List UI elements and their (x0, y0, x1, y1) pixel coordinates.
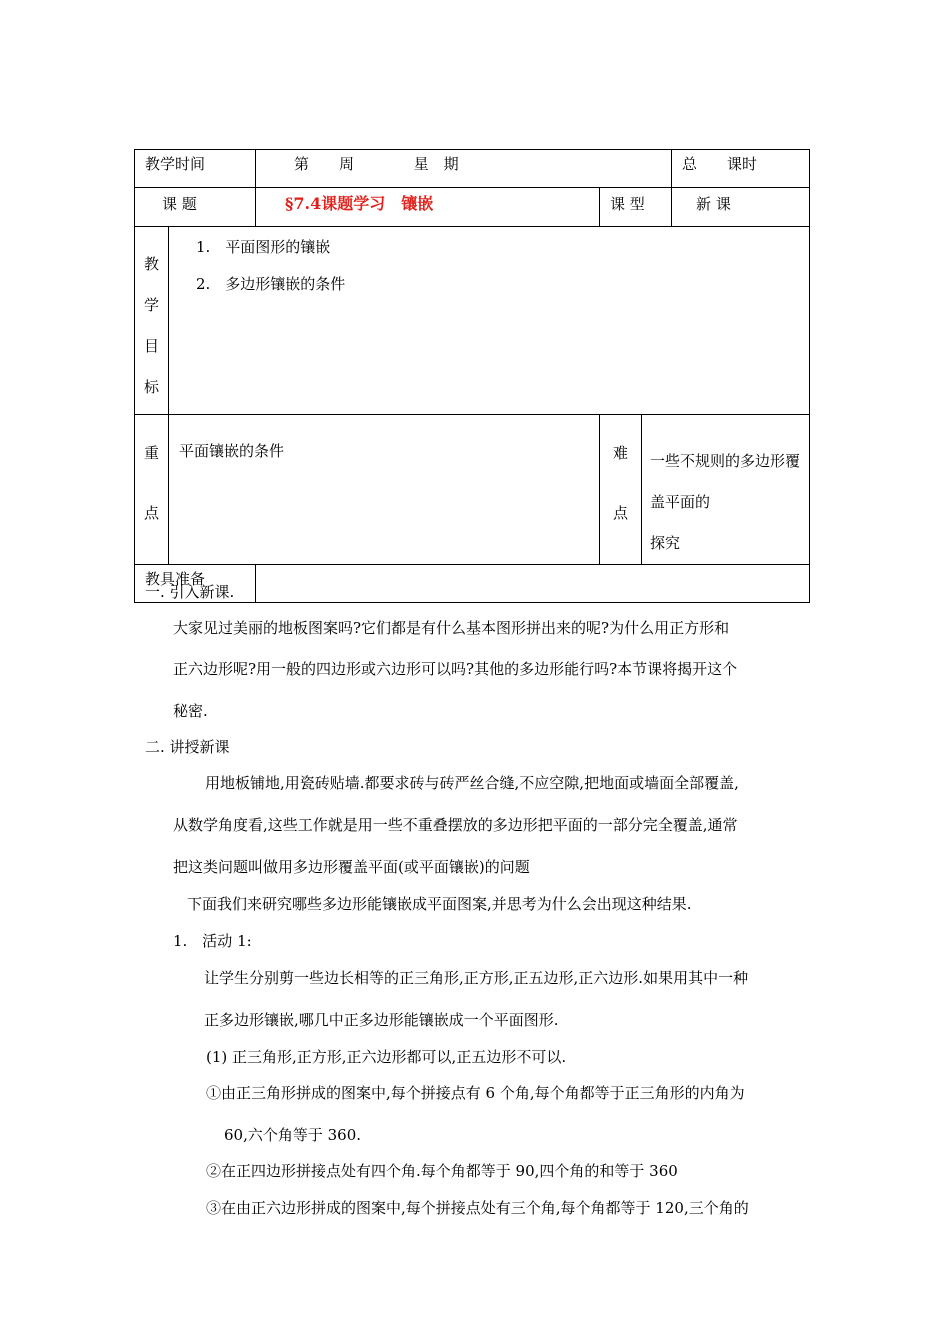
topic-value-cell (256, 188, 600, 227)
answer-line: (1) 正三角形,正方形,正六边形都可以,正五边形不可以. (206, 1048, 567, 1066)
type-value: 新 课 (696, 195, 731, 213)
difficult-value-cell (642, 415, 810, 565)
key-value-cell (169, 415, 600, 565)
key-label-char-2: 点 (143, 504, 159, 522)
goal-item: 1. 平面图形的镶嵌 (196, 238, 331, 256)
answer-line: ③在由正六边形拼成的图案中,每个拼接点处有三个角,每个角都等于 120,三个角的 (206, 1199, 749, 1217)
paragraph-line: 让学生分别剪一些边长相等的正三角形,正方形,正五边形,正六边形.如果用其中一种 (204, 969, 749, 987)
difficult-label-char-1: 难 (613, 444, 629, 462)
paragraph-line: 用地板铺地,用瓷砖贴墙.都要求砖与砖严丝合缝,不应空隙,把地面或墙面全部覆盖, (205, 774, 739, 792)
paragraph-line: 正多边形镶嵌,哪几中正多边形能镶嵌成一个平面图形. (204, 1011, 559, 1029)
goals-label-char-1: 教 (143, 255, 159, 273)
topic-label: 课 题 (162, 195, 197, 213)
goals-label-char-4: 标 (143, 378, 159, 396)
paragraph-line: 大家见过美丽的地板图案吗?它们都是有什么基本图形拼出来的呢?为什么用正方形和 (173, 619, 730, 637)
paragraph-line: 把这类问题叫做用多边形覆盖平面(或平面镶嵌)的问题 (173, 858, 530, 876)
goals-label-cell (135, 227, 169, 415)
answer-line: ①由正三角形拼成的图案中,每个拼接点有 6 个角,每个角都等于正三角形的内角为 (206, 1084, 745, 1102)
type-value-cell (672, 188, 810, 227)
difficult-value-line: 探究 (650, 534, 681, 552)
total-cell (672, 150, 810, 188)
section-heading-teach: 二. 讲授新课 (145, 738, 230, 756)
goals-label-char-2: 学 (143, 296, 159, 314)
paragraph-line: 秘密. (173, 702, 208, 720)
difficult-value-line: 一些不规则的多边形覆盖平面的 (650, 452, 801, 511)
key-label-cell (135, 415, 169, 565)
tools-value-cell (256, 565, 810, 603)
type-label-cell (600, 188, 672, 227)
answer-line: 60,六个角等于 360. (224, 1126, 362, 1144)
type-label: 课 型 (610, 195, 645, 213)
paragraph-line: 正六边形呢?用一般的四边形或六边形可以吗?其他的多边形能行吗?本节课将揭开这个 (173, 660, 738, 678)
goals-cell (169, 227, 810, 415)
topic-value: §7.4课题学习 镶嵌 (285, 194, 434, 213)
difficult-label-cell (600, 415, 642, 565)
week-cell (256, 150, 672, 188)
lesson-info-table (134, 149, 810, 603)
weekday-label: 星 期 (413, 155, 459, 173)
answer-line: ②在正四边形拼接点处有四个角.每个角都等于 90,四个角的和等于 360 (206, 1162, 678, 1180)
difficult-label-char-2: 点 (613, 504, 629, 522)
key-label-char-1: 重 (143, 444, 159, 462)
section-heading-intro: 一. 引入新课. (145, 583, 235, 601)
total-label: 总 课时 (682, 155, 758, 173)
time-label: 教学时间 (145, 155, 206, 173)
activity-heading: 1. 活动 1: (173, 932, 252, 950)
goal-item: 2. 多边形镶嵌的条件 (196, 275, 346, 293)
key-value: 平面镶嵌的条件 (179, 442, 285, 460)
paragraph-line: 下面我们来研究哪些多边形能镶嵌成平面图案,并思考为什么会出现这种结果. (187, 895, 692, 913)
goals-label-char-3: 目 (143, 337, 159, 355)
topic-label-cell (135, 188, 256, 227)
week-label: 第 周 (294, 155, 355, 173)
tools-label: 教具准备 (145, 570, 206, 588)
paragraph-line: 从数学角度看,这些工作就是用一些不重叠摆放的多边形把平面的一部分完全覆盖,通常 (173, 816, 738, 834)
time-label-cell (135, 150, 256, 188)
